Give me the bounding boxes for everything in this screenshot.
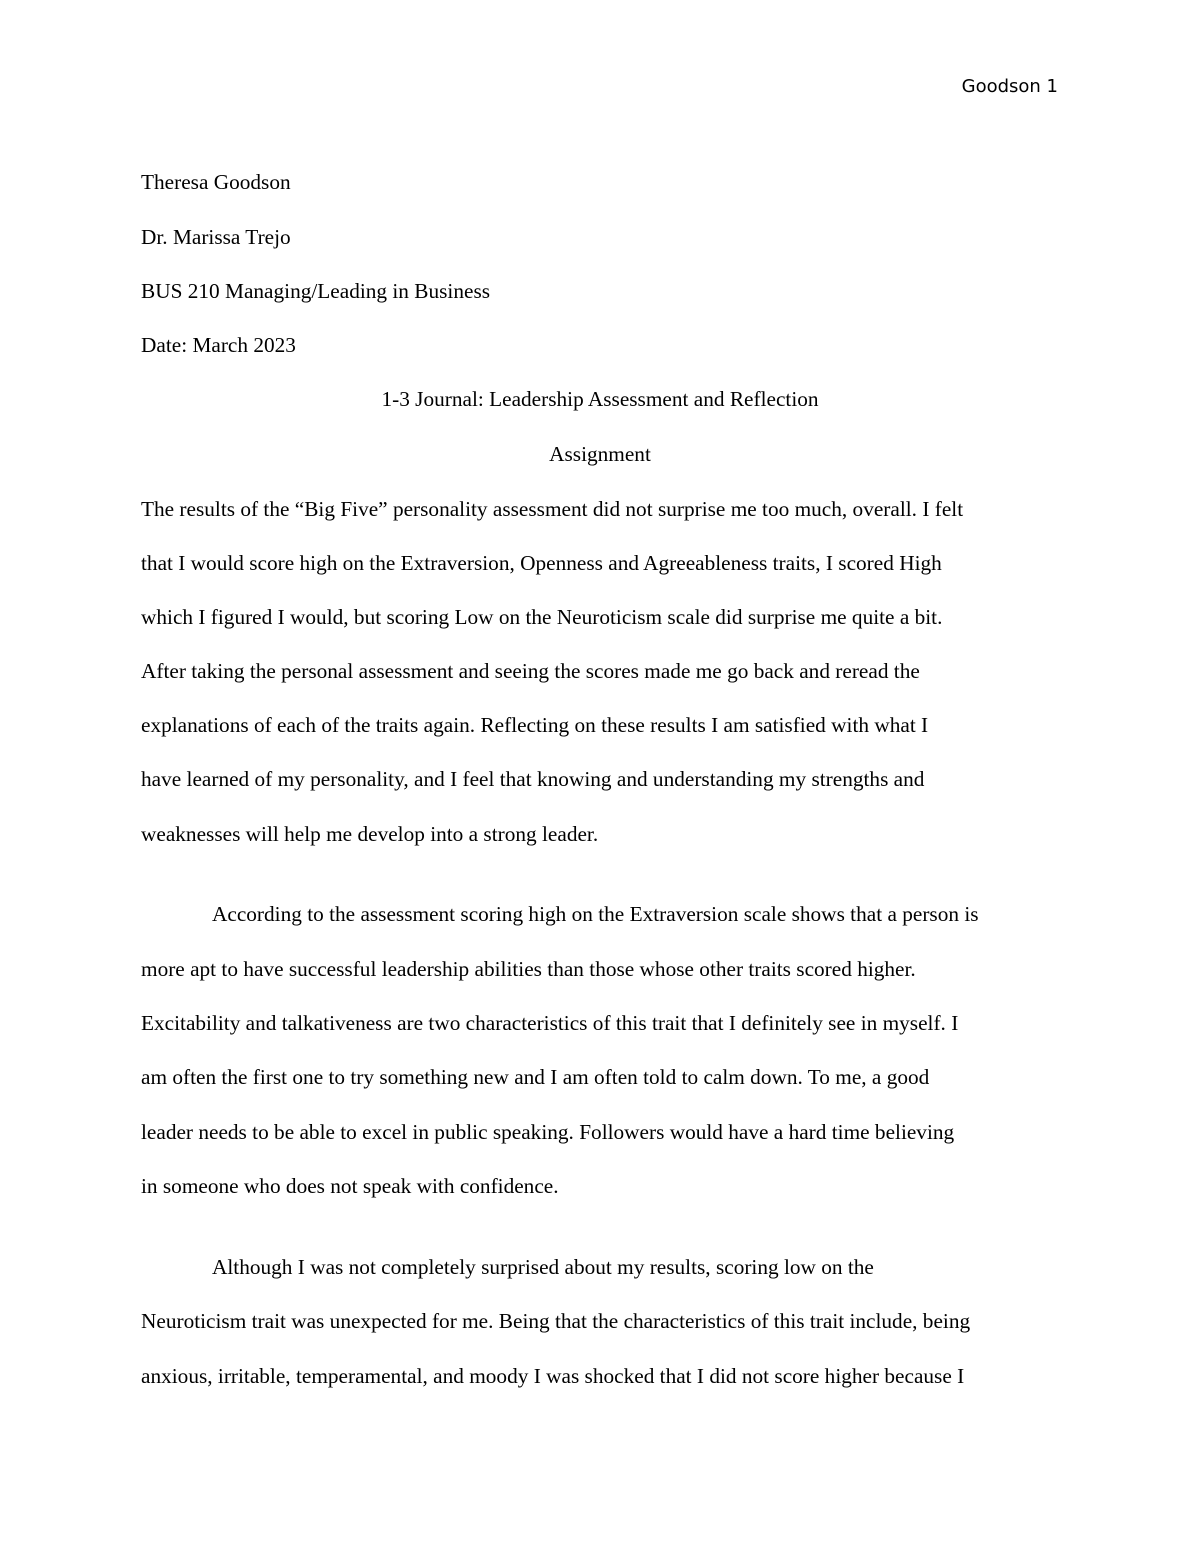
paragraph-1-line: After taking the personal assessment and seeing the scores made me go back and reread the [141,659,920,683]
paragraph-2-line: According to the assessment scoring high on the Extraversion scale shows that a person is [212,902,979,926]
author-name: Theresa Goodson [141,170,291,194]
paragraph-1-line: that I would score high on the Extraversion, Openness and Agreeableness traits, I scored High [141,551,942,575]
document-subtitle: Assignment [549,442,651,466]
paragraph-3-line: Neuroticism trait was unexpected for me. Being that the characteristics of this trait include, being [141,1309,971,1333]
paragraph-2-line: in someone who does not speak with confidence. [141,1174,559,1198]
running-head: Goodson 1 [961,76,1058,97]
course-name: BUS 210 Managing/Leading in Business [141,279,491,303]
paragraph-1-line: weaknesses will help me develop into a strong leader. [141,822,599,846]
paragraph-3-line: anxious, irritable, temperamental, and moody I was shocked that I did not score higher because I [141,1364,965,1388]
instructor-name: Dr. Marissa Trejo [141,225,291,249]
paragraph-1-line: have learned of my personality, and I feel that knowing and understanding my strengths and [141,767,925,791]
paragraph-1-line: which I figured I would, but scoring Low on the Neuroticism scale did surprise me quite a bit. [141,605,943,629]
paragraph-2-line: Excitability and talkativeness are two characteristics of this trait that I definitely see in myself. I [141,1011,959,1035]
paragraph-2-line: am often the first one to try something new and I am often told to calm down. To me, a good [141,1065,930,1089]
paragraph-3-line: Although I was not completely surprised about my results, scoring low on the [212,1255,874,1279]
paragraph-2-line: more apt to have successful leadership abilities than those whose other traits scored higher. [141,957,916,981]
document-title: 1-3 Journal: Leadership Assessment and Reflection [381,387,819,411]
date-line: Date: March 2023 [141,333,296,357]
paragraph-1-line: The results of the “Big Five” personality assessment did not surprise me too much, overall. I felt [141,497,964,521]
paragraph-2-line: leader needs to be able to excel in public speaking. Followers would have a hard time believing [141,1120,955,1144]
paragraph-1-line: explanations of each of the traits again. Reflecting on these results I am satisfied with what I [141,713,929,737]
